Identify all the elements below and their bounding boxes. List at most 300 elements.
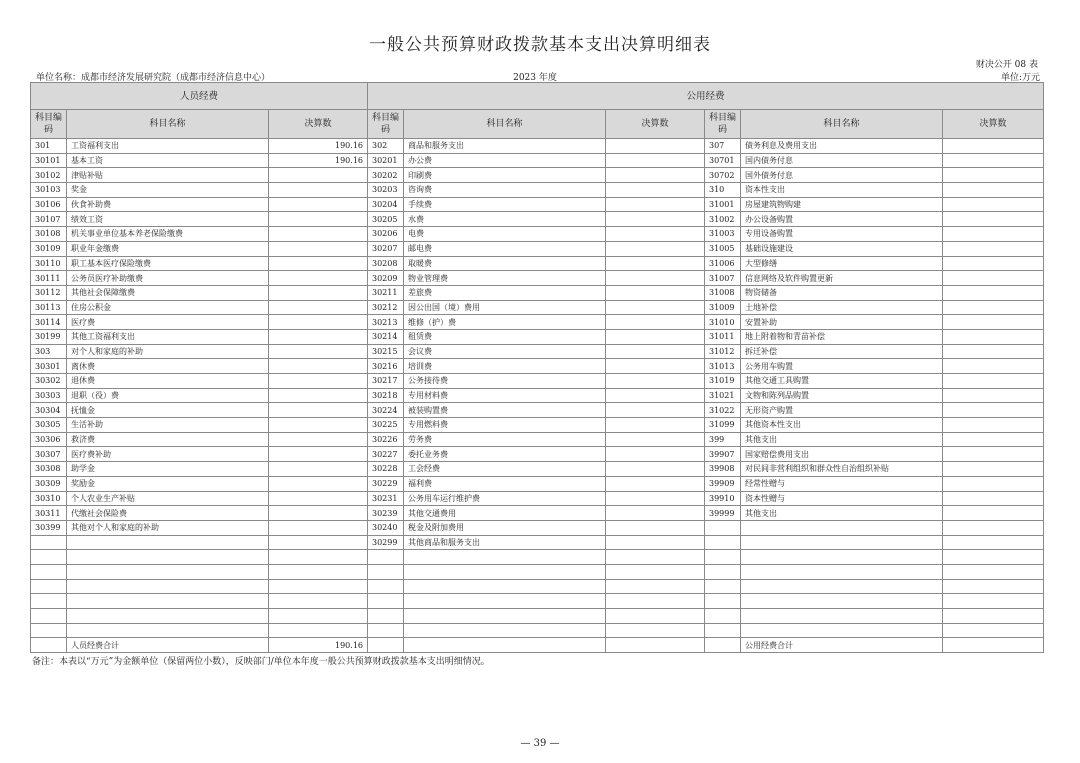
item-amount	[943, 359, 1044, 374]
item-name: 资本性赠与	[741, 491, 943, 506]
empty-cell	[404, 594, 606, 609]
table-row	[31, 403, 1044, 418]
empty-cell	[269, 623, 368, 638]
empty-cell	[741, 520, 943, 535]
item-name: 其他资本性支出	[741, 418, 943, 433]
item-code: 30308	[31, 462, 67, 477]
empty-cell	[67, 623, 269, 638]
empty-cell	[705, 520, 741, 535]
item-code: 30217	[368, 374, 404, 389]
currency-unit: 单位:万元	[1000, 73, 1040, 83]
item-code: 399	[705, 432, 741, 447]
empty-cell	[31, 579, 67, 594]
item-amount	[943, 388, 1044, 403]
item-code: 39909	[705, 476, 741, 491]
item-amount	[606, 388, 705, 403]
item-name: 职工基本医疗保险缴费	[67, 256, 269, 271]
empty-cell	[269, 564, 368, 579]
item-code: 31009	[705, 300, 741, 315]
item-name: 基本工资	[67, 153, 269, 168]
table-row	[31, 256, 1044, 271]
item-name: 奖励金	[67, 476, 269, 491]
empty-cell	[269, 535, 368, 550]
item-name: 绩效工资	[67, 212, 269, 227]
item-code: 31005	[705, 241, 741, 256]
item-name: 物业管理费	[404, 271, 606, 286]
empty-cell	[368, 564, 404, 579]
item-amount	[606, 329, 705, 344]
table-row	[31, 535, 1044, 550]
item-code: 30240	[368, 520, 404, 535]
item-name: 其他商品和服务支出	[404, 535, 606, 550]
item-amount	[606, 139, 705, 154]
item-code: 307	[705, 139, 741, 154]
item-code: 30311	[31, 506, 67, 521]
empty-cell	[404, 564, 606, 579]
item-amount	[269, 285, 368, 300]
item-code: 31006	[705, 256, 741, 271]
item-code: 30211	[368, 285, 404, 300]
item-code: 30112	[31, 285, 67, 300]
empty-cell	[31, 623, 67, 638]
empty-cell	[31, 609, 67, 624]
item-code: 30305	[31, 418, 67, 433]
item-name: 基础设施建设	[741, 241, 943, 256]
item-name: 其他交通费用	[404, 506, 606, 521]
item-amount	[606, 256, 705, 271]
item-code: 30205	[368, 212, 404, 227]
table-row	[31, 374, 1044, 389]
item-code: 31012	[705, 344, 741, 359]
item-name: 对民间非营利组织和群众性自治组织补贴	[741, 462, 943, 477]
item-name: 津贴补贴	[67, 168, 269, 183]
item-code: 30224	[368, 403, 404, 418]
table-row	[31, 564, 1044, 579]
empty-cell	[705, 550, 741, 565]
empty-cell	[606, 594, 705, 609]
item-name: 咨询费	[404, 183, 606, 198]
item-name: 租赁费	[404, 329, 606, 344]
empty-cell	[368, 638, 404, 653]
personnel-total-amount: 190.16	[269, 638, 368, 653]
item-code: 30302	[31, 374, 67, 389]
empty-cell	[705, 623, 741, 638]
item-amount	[269, 212, 368, 227]
table-row	[31, 579, 1044, 594]
item-amount	[269, 432, 368, 447]
empty-cell	[368, 609, 404, 624]
item-amount	[606, 344, 705, 359]
empty-cell	[606, 564, 705, 579]
item-name: 手续费	[404, 197, 606, 212]
item-name: 安置补助	[741, 315, 943, 330]
item-code: 30399	[31, 520, 67, 535]
table-row	[31, 609, 1044, 624]
item-name: 公务接待费	[404, 374, 606, 389]
item-amount	[269, 315, 368, 330]
empty-cell	[705, 609, 741, 624]
public-total-amount	[943, 638, 1044, 653]
item-amount	[943, 256, 1044, 271]
table-row	[31, 432, 1044, 447]
item-name: 退职（役）费	[67, 388, 269, 403]
item-amount	[269, 476, 368, 491]
header-code: 科目编码	[368, 110, 404, 139]
item-code: 30203	[368, 183, 404, 198]
fiscal-year: 2023 年度	[513, 73, 557, 83]
item-name: 大型修缮	[741, 256, 943, 271]
item-code: 30202	[368, 168, 404, 183]
table-row	[31, 506, 1044, 521]
item-amount	[606, 476, 705, 491]
item-name: 代缴社会保险费	[67, 506, 269, 521]
item-code: 39908	[705, 462, 741, 477]
item-name: 离休费	[67, 359, 269, 374]
empty-cell	[606, 550, 705, 565]
item-name: 被装购置费	[404, 403, 606, 418]
item-amount: 190.16	[269, 153, 368, 168]
item-code: 31013	[705, 359, 741, 374]
empty-cell	[741, 623, 943, 638]
item-name: 职业年金缴费	[67, 241, 269, 256]
item-amount	[606, 447, 705, 462]
item-amount	[606, 374, 705, 389]
page-title: 一般公共预算财政拨款基本支出决算明细表	[369, 35, 711, 55]
empty-cell	[741, 609, 943, 624]
item-code: 30101	[31, 153, 67, 168]
item-name: 国外债务付息	[741, 168, 943, 183]
item-code: 30213	[368, 315, 404, 330]
item-name: 债务利息及费用支出	[741, 139, 943, 154]
empty-cell	[31, 550, 67, 565]
item-amount	[943, 403, 1044, 418]
empty-cell	[67, 594, 269, 609]
item-name: 国家赔偿费用支出	[741, 447, 943, 462]
item-code: 31008	[705, 285, 741, 300]
item-amount	[269, 344, 368, 359]
item-code: 30303	[31, 388, 67, 403]
empty-cell	[943, 564, 1044, 579]
item-code: 30212	[368, 300, 404, 315]
item-name: 其他交通工具购置	[741, 374, 943, 389]
item-name: 个人农业生产补贴	[67, 491, 269, 506]
item-amount	[606, 506, 705, 521]
item-name: 印刷费	[404, 168, 606, 183]
empty-cell	[67, 535, 269, 550]
item-amount	[943, 153, 1044, 168]
section-public: 公用经费	[368, 83, 1044, 110]
header-name: 科目名称	[741, 110, 943, 139]
empty-cell	[67, 550, 269, 565]
item-code: 303	[31, 344, 67, 359]
empty-cell	[404, 638, 606, 653]
empty-cell	[404, 550, 606, 565]
empty-cell	[606, 609, 705, 624]
table-row	[31, 197, 1044, 212]
table-row	[31, 447, 1044, 462]
item-code: 30201	[368, 153, 404, 168]
empty-cell	[404, 579, 606, 594]
empty-cell	[31, 638, 67, 653]
item-code: 39910	[705, 491, 741, 506]
item-amount	[269, 506, 368, 521]
item-code: 30110	[31, 256, 67, 271]
table-row	[31, 168, 1044, 183]
empty-cell	[269, 579, 368, 594]
item-name: 专用材料费	[404, 388, 606, 403]
empty-cell	[705, 638, 741, 653]
item-code: 30109	[31, 241, 67, 256]
item-name: 其他支出	[741, 432, 943, 447]
item-code: 30226	[368, 432, 404, 447]
table-row	[31, 462, 1044, 477]
item-amount	[269, 300, 368, 315]
table-row	[31, 520, 1044, 535]
item-amount	[269, 374, 368, 389]
item-name: 其他社会保障缴费	[67, 285, 269, 300]
item-code: 30225	[368, 418, 404, 433]
item-amount	[606, 227, 705, 242]
table-body	[31, 139, 1044, 653]
empty-cell	[404, 623, 606, 638]
empty-cell	[269, 594, 368, 609]
item-name: 对个人和家庭的补助	[67, 344, 269, 359]
item-name: 水费	[404, 212, 606, 227]
empty-cell	[741, 564, 943, 579]
empty-cell	[741, 535, 943, 550]
table-row	[31, 344, 1044, 359]
item-name: 文物和陈列品购置	[741, 388, 943, 403]
item-name: 电费	[404, 227, 606, 242]
item-name: 医疗费	[67, 315, 269, 330]
item-name: 其他对个人和家庭的补助	[67, 520, 269, 535]
item-code: 30310	[31, 491, 67, 506]
table-row	[31, 212, 1044, 227]
empty-cell	[741, 594, 943, 609]
empty-cell	[67, 579, 269, 594]
empty-cell	[943, 623, 1044, 638]
item-name: 工会经费	[404, 462, 606, 477]
item-code: 30113	[31, 300, 67, 315]
item-amount	[943, 315, 1044, 330]
item-code: 30114	[31, 315, 67, 330]
item-code: 31022	[705, 403, 741, 418]
empty-cell	[368, 623, 404, 638]
item-amount	[606, 432, 705, 447]
item-name: 经常性赠与	[741, 476, 943, 491]
totals-row	[31, 638, 1044, 653]
item-amount	[943, 241, 1044, 256]
item-name: 委托业务费	[404, 447, 606, 462]
item-amount	[943, 462, 1044, 477]
item-code: 30199	[31, 329, 67, 344]
page-number: — 39 —	[520, 738, 560, 749]
item-name: 退休费	[67, 374, 269, 389]
item-name: 奖金	[67, 183, 269, 198]
item-amount	[943, 271, 1044, 286]
empty-cell	[943, 550, 1044, 565]
item-amount	[606, 403, 705, 418]
item-amount	[606, 212, 705, 227]
item-amount	[269, 271, 368, 286]
table-row	[31, 227, 1044, 242]
item-code: 30307	[31, 447, 67, 462]
header-amount: 决算数	[606, 110, 705, 139]
item-amount	[943, 344, 1044, 359]
item-code: 30702	[705, 168, 741, 183]
item-code: 39907	[705, 447, 741, 462]
item-amount	[269, 329, 368, 344]
item-amount	[606, 491, 705, 506]
header-amount: 决算数	[943, 110, 1044, 139]
empty-cell	[943, 579, 1044, 594]
empty-cell	[741, 579, 943, 594]
item-name: 助学金	[67, 462, 269, 477]
item-name: 拆迁补偿	[741, 344, 943, 359]
item-name: 机关事业单位基本养老保险缴费	[67, 227, 269, 242]
item-amount	[269, 168, 368, 183]
item-code: 30111	[31, 271, 67, 286]
item-name: 抚恤金	[67, 403, 269, 418]
item-code: 30239	[368, 506, 404, 521]
item-amount	[269, 359, 368, 374]
empty-cell	[67, 564, 269, 579]
empty-cell	[705, 579, 741, 594]
item-code: 31002	[705, 212, 741, 227]
item-name: 专用燃料费	[404, 418, 606, 433]
item-name: 工资福利支出	[67, 139, 269, 154]
item-amount	[606, 271, 705, 286]
item-amount	[269, 197, 368, 212]
item-name: 医疗费补助	[67, 447, 269, 462]
table-row	[31, 594, 1044, 609]
item-code: 31011	[705, 329, 741, 344]
item-amount	[269, 183, 368, 198]
item-amount	[606, 285, 705, 300]
table-row	[31, 139, 1044, 154]
item-code: 30209	[368, 271, 404, 286]
item-amount	[943, 139, 1044, 154]
item-amount	[606, 300, 705, 315]
item-name: 因公出国（境）费用	[404, 300, 606, 315]
item-name: 土地补偿	[741, 300, 943, 315]
item-code: 30108	[31, 227, 67, 242]
item-name: 福利费	[404, 476, 606, 491]
item-name: 劳务费	[404, 432, 606, 447]
item-code: 30214	[368, 329, 404, 344]
item-name: 信息网络及软件购置更新	[741, 271, 943, 286]
item-amount	[943, 168, 1044, 183]
item-code: 30301	[31, 359, 67, 374]
header-code: 科目编码	[31, 110, 67, 139]
item-amount	[943, 197, 1044, 212]
empty-cell	[606, 623, 705, 638]
item-code: 30231	[368, 491, 404, 506]
header-name: 科目名称	[404, 110, 606, 139]
item-code: 30103	[31, 183, 67, 198]
table-row	[31, 623, 1044, 638]
item-amount	[269, 256, 368, 271]
empty-cell	[67, 609, 269, 624]
item-name: 商品和服务支出	[404, 139, 606, 154]
table-row	[31, 476, 1044, 491]
item-amount	[943, 300, 1044, 315]
item-code: 30306	[31, 432, 67, 447]
empty-cell	[368, 594, 404, 609]
item-amount	[269, 418, 368, 433]
item-code: 310	[705, 183, 741, 198]
public-total-label: 公用经费合计	[741, 638, 943, 653]
empty-cell	[741, 550, 943, 565]
empty-cell	[943, 594, 1044, 609]
item-code: 301	[31, 139, 67, 154]
table-row	[31, 241, 1044, 256]
empty-cell	[943, 535, 1044, 550]
item-amount	[943, 476, 1044, 491]
section-personnel: 人员经费	[31, 83, 368, 110]
item-name: 物资储备	[741, 285, 943, 300]
item-amount	[606, 315, 705, 330]
item-name: 房屋建筑物购建	[741, 197, 943, 212]
item-name: 专用设备购置	[741, 227, 943, 242]
item-name: 邮电费	[404, 241, 606, 256]
item-code: 30207	[368, 241, 404, 256]
item-amount	[269, 491, 368, 506]
item-name: 办公设备购置	[741, 212, 943, 227]
table-row	[31, 183, 1044, 198]
empty-cell	[368, 550, 404, 565]
table-row	[31, 329, 1044, 344]
empty-cell	[705, 564, 741, 579]
item-code: 31019	[705, 374, 741, 389]
item-code: 31010	[705, 315, 741, 330]
item-name: 税金及附加费用	[404, 520, 606, 535]
item-name: 伙食补助费	[67, 197, 269, 212]
item-code: 30229	[368, 476, 404, 491]
table-row	[31, 271, 1044, 286]
item-name: 资本性支出	[741, 183, 943, 198]
empty-cell	[368, 579, 404, 594]
personnel-total-label: 人员经费合计	[67, 638, 269, 653]
item-amount	[269, 388, 368, 403]
empty-cell	[31, 594, 67, 609]
item-amount	[943, 285, 1044, 300]
item-amount	[269, 403, 368, 418]
item-amount: 190.16	[269, 139, 368, 154]
item-code: 31003	[705, 227, 741, 242]
item-amount	[606, 241, 705, 256]
item-amount	[606, 168, 705, 183]
item-name: 国内债务付息	[741, 153, 943, 168]
item-code: 30309	[31, 476, 67, 491]
item-amount	[606, 462, 705, 477]
item-name: 住房公积金	[67, 300, 269, 315]
item-code: 30102	[31, 168, 67, 183]
empty-cell	[269, 550, 368, 565]
item-name: 办公费	[404, 153, 606, 168]
item-amount	[269, 462, 368, 477]
item-amount	[606, 520, 705, 535]
empty-cell	[31, 564, 67, 579]
item-amount	[269, 241, 368, 256]
item-name: 取暖费	[404, 256, 606, 271]
item-name: 维修（护）费	[404, 315, 606, 330]
item-amount	[943, 212, 1044, 227]
empty-cell	[269, 609, 368, 624]
table-row	[31, 315, 1044, 330]
item-code: 30208	[368, 256, 404, 271]
item-amount	[943, 374, 1044, 389]
